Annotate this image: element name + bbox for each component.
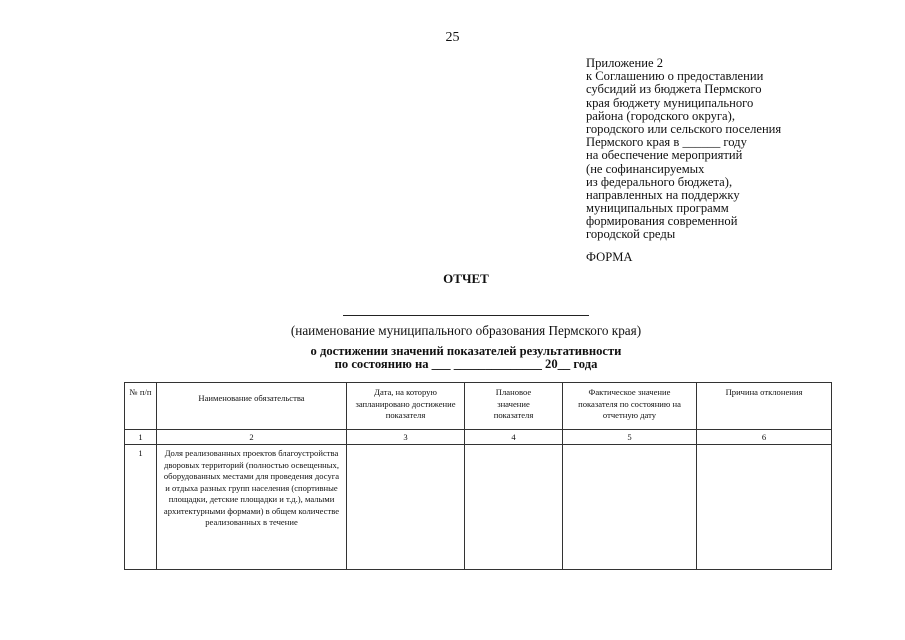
header-cell-number: № п/п xyxy=(125,383,157,430)
appendix-line: субсидий из бюджета Пермского xyxy=(586,82,762,97)
page-number: 25 xyxy=(445,30,460,45)
header-cell-planned: Плановое значение показателя xyxy=(465,383,563,430)
form-label: ФОРМА xyxy=(586,250,633,264)
appendix-block xyxy=(586,57,886,242)
column-number: 5 xyxy=(563,430,697,445)
appendix-line: направленных на поддержку xyxy=(586,187,740,202)
appendix-line: на обеспечение мероприятий xyxy=(586,148,743,163)
appendix-line: муниципальных программ xyxy=(586,201,729,216)
municipality-caption: (наименование муниципального образования Пермского края) xyxy=(290,323,642,338)
indicator-cell: Доля реализованных проектов благоустройства дворовых территорий (полностью освещенных, оборудованных местами для проведения досуга и отдыха разных групп населения (спортивные площадки, детские площадки и т.д.), малыми архитектурными формами) в общем количестве реализованных в течение xyxy=(157,445,347,570)
column-number: 1 xyxy=(125,430,157,445)
municipality-name-line xyxy=(343,315,589,316)
subtitle-line-2: по состоянию на ___ ______________ 20__ года xyxy=(334,357,598,371)
appendix-line: района (городского округа), xyxy=(586,108,735,123)
table-header-row xyxy=(125,383,832,430)
report-title: ОТЧЕТ xyxy=(443,271,489,286)
row-number-cell: 1 xyxy=(125,445,157,570)
column-number: 4 xyxy=(465,430,563,445)
appendix-line: из федерального бюджета), xyxy=(586,174,733,189)
actual-value-cell xyxy=(563,445,697,570)
report-table xyxy=(124,382,832,570)
column-number: 6 xyxy=(697,430,832,445)
column-number-row xyxy=(125,430,832,445)
deviation-reason-cell xyxy=(697,445,832,570)
appendix-line: (не софинансируемых xyxy=(586,161,705,176)
report-subtitle xyxy=(0,345,905,371)
appendix-line: края бюджету муниципального xyxy=(586,95,754,110)
appendix-line: к Соглашению о предоставлении xyxy=(586,69,764,84)
appendix-line: Приложение 2 xyxy=(586,56,664,70)
header-cell-reason: Причина отклонения xyxy=(697,383,832,430)
header-cell-actual: Фактическое значение показателя по состоянию на отчетную дату xyxy=(563,383,697,430)
appendix-line: городского или сельского поселения xyxy=(586,121,782,136)
appendix-line: Пермского края в ______ году xyxy=(586,135,747,150)
header-cell-obligation: Наименование обязательства xyxy=(157,383,347,430)
subtitle-line-1: о достижении значений показателей результативности xyxy=(310,344,622,358)
header-cell-date: Дата, на которую запланировано достижение показателя xyxy=(347,383,465,430)
planned-value-cell xyxy=(465,445,563,570)
table-row xyxy=(125,445,832,570)
appendix-line: городской среды xyxy=(586,227,676,242)
appendix-line: формирования современной xyxy=(586,214,738,229)
date-cell xyxy=(347,445,465,570)
column-number: 3 xyxy=(347,430,465,445)
column-number: 2 xyxy=(157,430,347,445)
